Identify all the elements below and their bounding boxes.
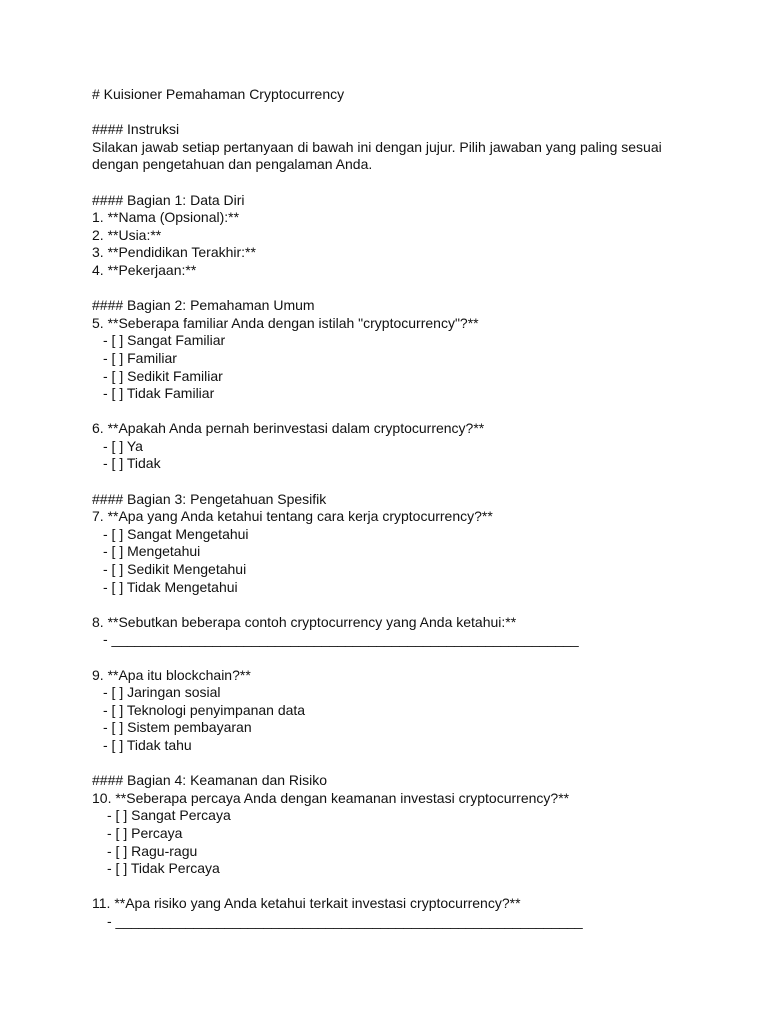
question-7: 7. **Apa yang Anda ketahui tentang cara kerja cryptocurrency?**: [92, 508, 493, 525]
spacer: [92, 280, 692, 298]
q9-option: - [ ] Jaringan sosial: [103, 684, 221, 701]
instructions-text-line: Silakan jawab setiap pertanyaan di bawah ini dengan jujur. Pilih jawaban yang paling sesuai: [92, 138, 662, 155]
spacer: [92, 878, 692, 896]
question-10: 10. **Seberapa percaya Anda dengan keamanan investasi cryptocurrency?**: [92, 789, 570, 806]
q10-option: - [ ] Tidak Percaya: [107, 860, 220, 877]
q10-option: - [ ] Sangat Percaya: [107, 807, 231, 824]
section1-item: 4. **Pekerjaan:**: [92, 261, 197, 278]
section1-item: 2. **Usia:**: [92, 226, 162, 243]
section1-item: 3. **Pendidikan Terakhir:**: [92, 244, 256, 261]
q6-option: - [ ] Tidak: [103, 455, 161, 472]
q5-option: - [ ] Tidak Familiar: [103, 385, 215, 402]
q8-answer-line: - ____________________________________________________________: [103, 631, 579, 648]
question-5: 5. **Seberapa familiar Anda dengan istilah "cryptocurrency"?**: [92, 314, 479, 331]
q5-option: - [ ] Familiar: [103, 349, 177, 366]
spacer: [92, 104, 692, 122]
q7-option: - [ ] Mengetahui: [103, 543, 201, 560]
spacer: [92, 596, 692, 614]
q7-option: - [ ] Tidak Mengetahui: [103, 578, 238, 595]
question-8: 8. **Sebutkan beberapa contoh cryptocurrency yang Anda ketahui:**: [92, 613, 517, 630]
instructions-text-line: dengan pengetahuan dan pengalaman Anda.: [92, 156, 373, 173]
q7-option: - [ ] Sangat Mengetahui: [103, 525, 249, 542]
q9-option: - [ ] Teknologi penyimpanan data: [103, 701, 306, 718]
q9-option: - [ ] Tidak tahu: [103, 736, 192, 753]
q11-answer-line: - ____________________________________________________________: [107, 912, 583, 929]
document-content: [92, 86, 692, 931]
spacer: [92, 403, 692, 421]
spacer: [92, 649, 692, 667]
q5-option: - [ ] Sedikit Familiar: [103, 367, 223, 384]
instructions-heading: #### Instruksi: [92, 121, 180, 138]
document-title: # Kuisioner Pemahaman Cryptocurrency: [92, 86, 345, 102]
q9-option: - [ ] Sistem pembayaran: [103, 719, 252, 736]
section1-heading: #### Bagian 1: Data Diri: [92, 191, 245, 208]
spacer: [92, 755, 692, 773]
section4-heading: #### Bagian 4: Keamanan dan Risiko: [92, 772, 328, 789]
section2-heading: #### Bagian 2: Pemahaman Umum: [92, 297, 315, 314]
q10-option: - [ ] Percaya: [107, 824, 183, 841]
question-11: 11. **Apa risiko yang Anda ketahui terkait investasi cryptocurrency?**: [92, 895, 521, 912]
q5-option: - [ ] Sangat Familiar: [103, 332, 226, 349]
section3-heading: #### Bagian 3: Pengetahuan Spesifik: [92, 490, 327, 507]
section1-item: 1. **Nama (Opsional):**: [92, 209, 240, 226]
q7-option: - [ ] Sedikit Mengetahui: [103, 561, 247, 578]
spacer: [92, 473, 692, 491]
spacer: [92, 174, 692, 192]
q6-option: - [ ] Ya: [103, 437, 143, 454]
question-6: 6. **Apakah Anda pernah berinvestasi dalam cryptocurrency?**: [92, 420, 485, 437]
q10-option: - [ ] Ragu-ragu: [107, 842, 198, 859]
question-9: 9. **Apa itu blockchain?**: [92, 666, 251, 683]
